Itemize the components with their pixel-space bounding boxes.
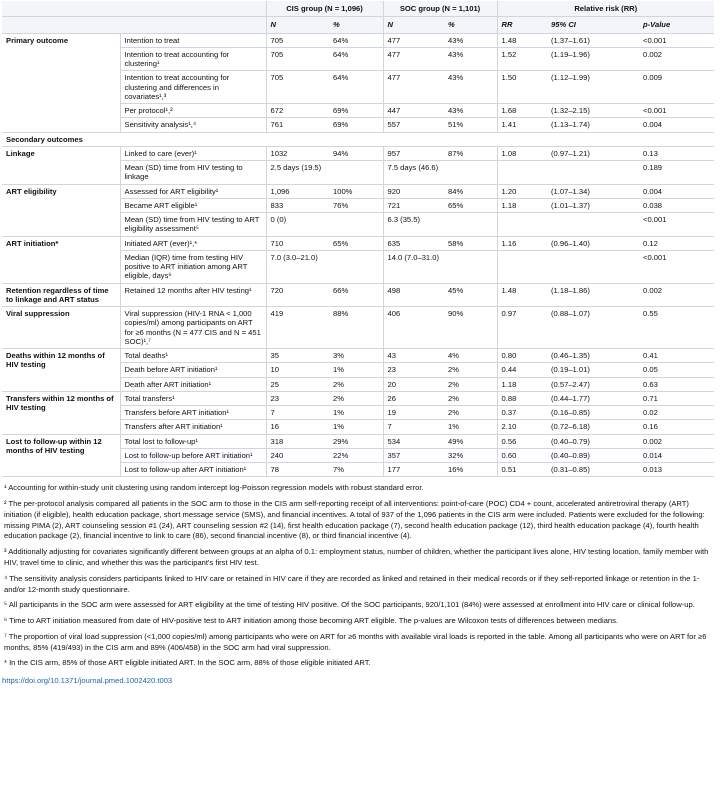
row-label: Total lost to follow-up¹ xyxy=(120,434,266,448)
row-category: ART initiation* xyxy=(2,236,120,283)
soc-n-cell: 477 xyxy=(383,71,444,104)
ci-cell: (1.32–2.15) xyxy=(547,104,639,118)
cis-pct-cell: 22% xyxy=(329,448,383,462)
row-category: Lost to follow-up within 12 months of HIV testing xyxy=(2,434,120,477)
ci-cell: (0.19–1.01) xyxy=(547,363,639,377)
p-value-cell: <0.001 xyxy=(639,104,714,118)
soc-n-cell: 7 xyxy=(383,420,444,434)
p-value-cell: 0.55 xyxy=(639,307,714,349)
cis-n-cell: 1,096 xyxy=(266,184,329,198)
footnote: ⁴ The sensitivity analysis considers participants linked to HIV care or retained in HIV care if they are recorded as linked and retained in their medical records or if they self-reported linkage or retention in the 1- and/or 12-month study questionnaire. xyxy=(4,573,700,594)
p-value-cell: <0.001 xyxy=(639,33,714,47)
soc-pct-cell: 32% xyxy=(444,448,497,462)
row-label: Viral suppression (HIV-1 RNA < 1,000 copies/ml) among participants on ART for ≥6 months (N = 477 CIS and N = 451 SOC)¹,⁷ xyxy=(120,307,266,349)
table-body xyxy=(2,33,714,477)
soc-n-cell: 406 xyxy=(383,307,444,349)
rr-cell xyxy=(497,213,547,237)
soc-pct-cell: 1% xyxy=(444,420,497,434)
section-row-secondary-outcomes xyxy=(2,132,714,146)
ci-cell: (0.96–1.40) xyxy=(547,236,639,250)
soc-pct-cell: 87% xyxy=(444,146,497,160)
rr-cell xyxy=(497,161,547,185)
header-relative-risk: Relative risk (RR) xyxy=(497,1,714,17)
cis-n-cell: 10 xyxy=(266,363,329,377)
soc-pct-cell xyxy=(444,250,497,283)
doi-link[interactable]: https://doi.org/10.1371/journal.pmed.1002420.t003 xyxy=(2,676,173,686)
cis-n-cell: 705 xyxy=(266,33,329,47)
cis-pct-cell: 29% xyxy=(329,434,383,448)
soc-n-cell: 957 xyxy=(383,146,444,160)
soc-n-cell: 7.5 days (46.6) xyxy=(383,161,444,185)
p-value-cell: 0.12 xyxy=(639,236,714,250)
row-label: Became ART eligible¹ xyxy=(120,198,266,212)
ci-cell: (0.57–2.47) xyxy=(547,377,639,391)
cis-n-cell: 710 xyxy=(266,236,329,250)
soc-n-cell: 26 xyxy=(383,391,444,405)
rr-cell: 1.08 xyxy=(497,146,547,160)
rr-cell: 0.37 xyxy=(497,406,547,420)
soc-n-cell: 357 xyxy=(383,448,444,462)
ci-cell: (0.40–0.79) xyxy=(547,434,639,448)
rr-cell: 1.48 xyxy=(497,33,547,47)
soc-n-cell: 477 xyxy=(383,33,444,47)
soc-n-cell: 43 xyxy=(383,349,444,363)
soc-pct-cell xyxy=(444,161,497,185)
soc-pct-cell: 2% xyxy=(444,363,497,377)
row-label: Initiated ART (ever)¹,* xyxy=(120,236,266,250)
cis-n-cell: 705 xyxy=(266,71,329,104)
soc-n-cell: 498 xyxy=(383,283,444,307)
table-row xyxy=(2,307,714,349)
ci-cell: (1.13–1.74) xyxy=(547,118,639,132)
header-rr: RR xyxy=(497,17,547,33)
header-blank xyxy=(2,1,120,17)
cis-pct-cell: 94% xyxy=(329,146,383,160)
soc-pct-cell: 45% xyxy=(444,283,497,307)
cis-pct-cell: 1% xyxy=(329,363,383,377)
row-label: Death before ART initiation¹ xyxy=(120,363,266,377)
cis-n-cell: 7.0 (3.0–21.0) xyxy=(266,250,329,283)
footnote: ¹ Accounting for within-study unit clustering using random intercept log-Poisson regression models with robust standard error. xyxy=(4,483,424,493)
soc-n-cell: 177 xyxy=(383,463,444,477)
header-soc-group: SOC group (N = 1,101) xyxy=(383,1,497,17)
footnote: ³ Additionally adjusting for covariates significantly different between groups at an alpha of 0.1: employment status, number of children, whether the participant lives alone, HIV testing location, family member with HIV, travel time to clinic, and whether this was the participant's first HIV test. xyxy=(4,547,709,567)
table-row xyxy=(2,349,714,363)
soc-pct-cell: 65% xyxy=(444,198,497,212)
ci-cell: (1.01–1.37) xyxy=(547,198,639,212)
row-category: Viral suppression xyxy=(2,307,120,349)
header-cis-pct: % xyxy=(329,17,383,33)
soc-pct-cell: 4% xyxy=(444,349,497,363)
soc-pct-cell: 43% xyxy=(444,47,497,71)
ci-cell: (0.46–1.35) xyxy=(547,349,639,363)
soc-pct-cell: 49% xyxy=(444,434,497,448)
soc-pct-cell: 90% xyxy=(444,307,497,349)
header-blank-4 xyxy=(120,17,266,33)
ci-cell: (0.97–1.21) xyxy=(547,146,639,160)
cis-pct-cell: 64% xyxy=(329,33,383,47)
p-value-cell: 0.013 xyxy=(639,463,714,477)
p-value-cell: 0.71 xyxy=(639,391,714,405)
p-value-cell: 0.002 xyxy=(639,283,714,307)
header-soc-n: N xyxy=(383,17,444,33)
soc-pct-cell: 43% xyxy=(444,104,497,118)
rr-cell: 0.56 xyxy=(497,434,547,448)
p-value-cell: 0.05 xyxy=(639,363,714,377)
table-row xyxy=(2,236,714,250)
header-blank-3 xyxy=(2,17,120,33)
rr-cell: 1.50 xyxy=(497,71,547,104)
cis-n-cell: 240 xyxy=(266,448,329,462)
cis-pct-cell: 2% xyxy=(329,377,383,391)
ci-cell: (1.37–1.61) xyxy=(547,33,639,47)
ci-cell: (0.44–1.77) xyxy=(547,391,639,405)
ci-cell xyxy=(547,250,639,283)
soc-pct-cell: 16% xyxy=(444,463,497,477)
p-value-cell: 0.002 xyxy=(639,434,714,448)
soc-pct-cell: 58% xyxy=(444,236,497,250)
row-label: Total deaths¹ xyxy=(120,349,266,363)
p-value-cell: 0.16 xyxy=(639,420,714,434)
soc-pct-cell: 43% xyxy=(444,71,497,104)
cis-n-cell: 672 xyxy=(266,104,329,118)
footnotes xyxy=(4,483,716,669)
soc-pct-cell: 2% xyxy=(444,377,497,391)
p-value-cell: 0.038 xyxy=(639,198,714,212)
cis-pct-cell: 7% xyxy=(329,463,383,477)
cis-n-cell: 419 xyxy=(266,307,329,349)
rr-cell: 0.51 xyxy=(497,463,547,477)
footnote: ² The per-protocol analysis compared all patients in the SOC arm to those in the CIS arm self-reporting receipt of all interventions: point-of-care (POC) CD4 + count, accelerated antiretroviral therapy (ART) initiation (if eligible), health education package, short message service (SMS), and financial incentives. A total of 937 of the 1,096 patients in the CIS arm were included. Patients were excluded for the following: missing PIMA (2), ART counseling session #1 (24), ART counseling session #2 (14), first health education package (7), second health education package (12), third health education package (4), fourth health education package (2), financial incentive to link to care (86), second financial incentive (8), or third financial incentive (4). xyxy=(4,499,705,541)
ci-cell: (1.12–1.99) xyxy=(547,71,639,104)
cis-n-cell: 720 xyxy=(266,283,329,307)
cis-pct-cell: 1% xyxy=(329,406,383,420)
soc-n-cell: 635 xyxy=(383,236,444,250)
row-label: Retained 12 months after HIV testing¹ xyxy=(120,283,266,307)
header-row-groups xyxy=(2,1,714,17)
cis-pct-cell: 3% xyxy=(329,349,383,363)
cis-n-cell: 25 xyxy=(266,377,329,391)
row-category: Deaths within 12 months of HIV testing xyxy=(2,349,120,392)
cis-n-cell: 2.5 days (19.5) xyxy=(266,161,329,185)
soc-pct-cell: 43% xyxy=(444,33,497,47)
ci-cell xyxy=(547,213,639,237)
soc-n-cell: 20 xyxy=(383,377,444,391)
rr-cell: 0.80 xyxy=(497,349,547,363)
row-label: Transfers after ART initiation¹ xyxy=(120,420,266,434)
row-category: Linkage xyxy=(2,146,120,184)
cis-n-cell: 35 xyxy=(266,349,329,363)
cis-n-cell: 833 xyxy=(266,198,329,212)
soc-n-cell: 534 xyxy=(383,434,444,448)
rr-cell: 0.44 xyxy=(497,363,547,377)
secondary-outcomes-label: Secondary outcomes xyxy=(2,132,714,146)
cis-pct-cell: 64% xyxy=(329,71,383,104)
cis-n-cell: 23 xyxy=(266,391,329,405)
soc-n-cell: 23 xyxy=(383,363,444,377)
cis-n-cell: 318 xyxy=(266,434,329,448)
cis-pct-cell: 64% xyxy=(329,47,383,71)
p-value-cell: <0.001 xyxy=(639,250,714,283)
p-value-cell: 0.014 xyxy=(639,448,714,462)
cis-n-cell: 705 xyxy=(266,47,329,71)
soc-n-cell: 14.0 (7.0–31.0) xyxy=(383,250,444,283)
p-value-cell: 0.004 xyxy=(639,118,714,132)
row-label: Transfers before ART initiation¹ xyxy=(120,406,266,420)
row-label: Intention to treat accounting for clustering and differences in covariates¹,³ xyxy=(120,71,266,104)
rr-cell: 1.20 xyxy=(497,184,547,198)
p-value-cell: 0.002 xyxy=(639,47,714,71)
cis-pct-cell xyxy=(329,213,383,237)
ci-cell: (0.88–1.07) xyxy=(547,307,639,349)
footnote: ⁵ All participants in the SOC arm were assessed for ART eligibility at the time of testing HIV positive. Of the SOC participants, 920/1,101 (84%) were assessed at enrollment into HIV care or clinical follow-up. xyxy=(4,600,695,610)
p-value-cell: 0.41 xyxy=(639,349,714,363)
table-row xyxy=(2,434,714,448)
cis-n-cell: 7 xyxy=(266,406,329,420)
rr-cell: 1.48 xyxy=(497,283,547,307)
cis-pct-cell: 100% xyxy=(329,184,383,198)
cis-pct-cell: 65% xyxy=(329,236,383,250)
row-label: Intention to treat xyxy=(120,33,266,47)
ci-cell: (1.07–1.34) xyxy=(547,184,639,198)
rr-cell: 0.97 xyxy=(497,307,547,349)
soc-pct-cell: 2% xyxy=(444,391,497,405)
cis-pct-cell xyxy=(329,161,383,185)
row-label: Median (IQR) time from testing HIV positive to ART initiation among ART eligible, days⁶ xyxy=(120,250,266,283)
ci-cell: (0.31–0.85) xyxy=(547,463,639,477)
cis-pct-cell: 76% xyxy=(329,198,383,212)
cis-n-cell: 1032 xyxy=(266,146,329,160)
soc-pct-cell xyxy=(444,213,497,237)
soc-n-cell: 920 xyxy=(383,184,444,198)
p-value-cell: 0.004 xyxy=(639,184,714,198)
soc-pct-cell: 2% xyxy=(444,406,497,420)
cis-pct-cell: 66% xyxy=(329,283,383,307)
ci-cell: (0.16–0.85) xyxy=(547,406,639,420)
cis-n-cell: 0 (0) xyxy=(266,213,329,237)
rr-cell: 2.10 xyxy=(497,420,547,434)
row-label: Lost to follow-up after ART initiation¹ xyxy=(120,463,266,477)
soc-n-cell: 447 xyxy=(383,104,444,118)
p-value-cell: 0.009 xyxy=(639,71,714,104)
results-table xyxy=(2,1,714,477)
cis-pct-cell: 1% xyxy=(329,420,383,434)
row-label: Mean (SD) time from HIV testing to linkage xyxy=(120,161,266,185)
rr-cell: 1.41 xyxy=(497,118,547,132)
soc-n-cell: 6.3 (35.5) xyxy=(383,213,444,237)
cis-pct-cell xyxy=(329,250,383,283)
p-value-cell: 0.13 xyxy=(639,146,714,160)
row-category: Primary outcome xyxy=(2,33,120,132)
soc-n-cell: 557 xyxy=(383,118,444,132)
ci-cell: (1.19–1.96) xyxy=(547,47,639,71)
soc-pct-cell: 51% xyxy=(444,118,497,132)
row-label: Mean (SD) time from HIV testing to ART eligibility assessment⁵ xyxy=(120,213,266,237)
p-value-cell: 0.02 xyxy=(639,406,714,420)
table-row xyxy=(2,184,714,198)
p-value-cell: 0.63 xyxy=(639,377,714,391)
soc-n-cell: 721 xyxy=(383,198,444,212)
row-label: Total transfers¹ xyxy=(120,391,266,405)
rr-cell: 0.88 xyxy=(497,391,547,405)
rr-cell: 0.60 xyxy=(497,448,547,462)
cis-pct-cell: 69% xyxy=(329,118,383,132)
rr-cell: 1.18 xyxy=(497,198,547,212)
row-label: Assessed for ART eligibility¹ xyxy=(120,184,266,198)
footnote: ⁷ The proportion of viral load suppression (<1,000 copies/ml) among participants who were on ART for ≥6 months with available viral loads is reported in the table. Among all participants who were on ART for ≥6 months, 85% (419/493) in the CIS arm and 89% (406/458) in the SOC arm had viral suppression. xyxy=(4,631,707,652)
row-category: Transfers within 12 months of HIV testing xyxy=(2,391,120,434)
cis-pct-cell: 69% xyxy=(329,104,383,118)
soc-n-cell: 19 xyxy=(383,406,444,420)
row-label: Death after ART initiation¹ xyxy=(120,377,266,391)
table-row xyxy=(2,33,714,47)
header-cis-n: N xyxy=(266,17,329,33)
ci-cell xyxy=(547,161,639,185)
soc-n-cell: 477 xyxy=(383,47,444,71)
row-label: Per protocol¹,² xyxy=(120,104,266,118)
rr-cell: 1.16 xyxy=(497,236,547,250)
cis-pct-cell: 88% xyxy=(329,307,383,349)
rr-cell: 1.68 xyxy=(497,104,547,118)
row-category: ART eligibility xyxy=(2,184,120,236)
header-blank-2 xyxy=(120,1,266,17)
cis-n-cell: 16 xyxy=(266,420,329,434)
footnote: * In the CIS arm, 85% of those ART eligible initiated ART. In the SOC arm, 88% of those eligible initiated ART. xyxy=(4,658,371,668)
header-p-value: p-Value xyxy=(639,17,714,33)
cis-n-cell: 761 xyxy=(266,118,329,132)
soc-pct-cell: 84% xyxy=(444,184,497,198)
row-category: Retention regardless of time to linkage and ART status xyxy=(2,283,120,307)
rr-cell: 1.18 xyxy=(497,377,547,391)
row-label: Intention to treat accounting for clustering¹ xyxy=(120,47,266,71)
header-soc-pct: % xyxy=(444,17,497,33)
table-row xyxy=(2,283,714,307)
header-ci: 95% CI xyxy=(547,17,639,33)
rr-cell xyxy=(497,250,547,283)
cis-pct-cell: 2% xyxy=(329,391,383,405)
ci-cell: (0.40–0.89) xyxy=(547,448,639,462)
rr-cell: 1.52 xyxy=(497,47,547,71)
footnote: ⁶ Time to ART initiation measured from date of HIV-positive test to ART initiation among those becoming ART eligible. The p-values are Wilcoxon tests of differences between medians. xyxy=(4,616,619,626)
p-value-cell: 0.189 xyxy=(639,161,714,185)
p-value-cell: <0.001 xyxy=(639,213,714,237)
row-label: Lost to follow-up before ART initiation¹ xyxy=(120,448,266,462)
ci-cell: (1.18–1.86) xyxy=(547,283,639,307)
cis-n-cell: 78 xyxy=(266,463,329,477)
row-label: Linked to care (ever)¹ xyxy=(120,146,266,160)
table-row xyxy=(2,391,714,405)
header-cis-group: CIS group (N = 1,096) xyxy=(266,1,383,17)
table-row xyxy=(2,146,714,160)
ci-cell: (0.72–6.18) xyxy=(547,420,639,434)
row-label: Sensitivity analysis¹,⁴ xyxy=(120,118,266,132)
header-row-columns xyxy=(2,17,714,33)
